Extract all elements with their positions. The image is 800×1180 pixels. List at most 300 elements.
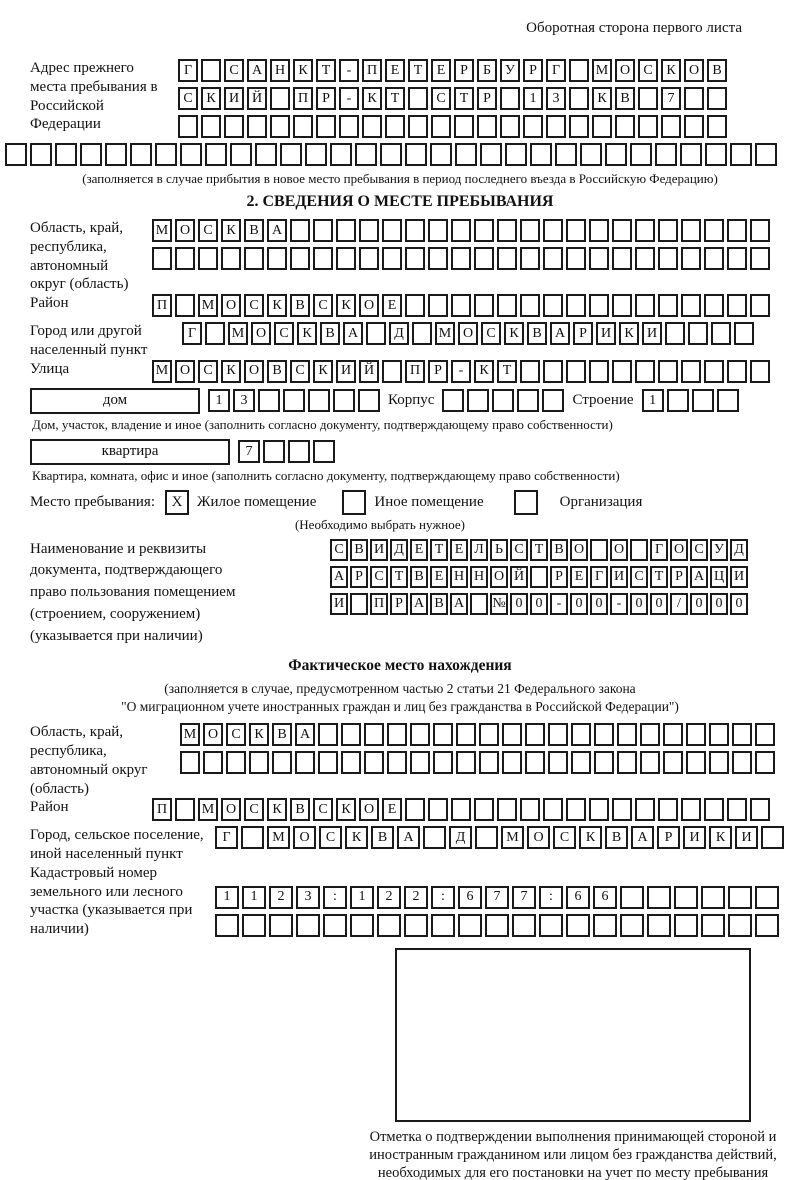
char-cell: В — [350, 539, 368, 561]
char-cell: С — [510, 539, 528, 561]
char-cell — [612, 798, 632, 821]
char-cell: 7 — [661, 87, 681, 110]
char-cell: А — [267, 219, 287, 242]
stay-place-row — [30, 490, 800, 515]
actual-city-block — [30, 826, 800, 864]
char-cell — [451, 247, 471, 270]
char-cell — [635, 294, 655, 317]
char-cell — [589, 294, 609, 317]
char-cell — [566, 294, 586, 317]
stroenie-label: Строение — [572, 392, 634, 408]
char-cell — [750, 294, 770, 317]
section2-title: 2. СВЕДЕНИЯ О МЕСТЕ ПРЕБЫВАНИЯ — [246, 193, 554, 210]
char-cell: У — [710, 539, 728, 561]
char-cell: Е — [385, 59, 405, 82]
char-cell: - — [610, 593, 628, 615]
char-cell — [663, 751, 683, 774]
char-cell — [525, 723, 545, 746]
char-cell — [640, 751, 660, 774]
house-type-box: дом — [30, 388, 200, 414]
char-cell: Н — [270, 59, 290, 82]
document-block — [30, 539, 800, 648]
char-cell: Р — [523, 59, 543, 82]
char-cell — [571, 723, 591, 746]
prev-address-line3-grid — [178, 115, 727, 138]
char-cell — [152, 247, 172, 270]
char-cell — [543, 360, 563, 383]
char-cell — [341, 751, 361, 774]
char-cell: О — [490, 566, 508, 588]
char-cell: И — [730, 566, 748, 588]
char-cell — [336, 247, 356, 270]
char-cell — [530, 143, 552, 166]
char-cell — [761, 826, 784, 849]
char-cell: О — [610, 539, 628, 561]
char-cell: Р — [477, 87, 497, 110]
prev-address-label: Адрес прежнего места пребывания в Российской Федерации — [30, 60, 158, 133]
char-cell — [80, 143, 102, 166]
char-cell: А — [330, 566, 348, 588]
char-cell — [358, 389, 380, 412]
char-cell: - — [451, 360, 471, 383]
char-cell — [530, 566, 548, 588]
house-row — [30, 388, 800, 414]
house-number-grid — [208, 389, 380, 412]
char-cell: О — [203, 723, 223, 746]
actual-region-grid-1 — [180, 723, 775, 746]
char-cell — [635, 219, 655, 242]
char-cell — [704, 219, 724, 242]
char-cell — [701, 886, 725, 909]
char-cell — [750, 798, 770, 821]
char-cell — [709, 723, 729, 746]
actual-district-grid — [152, 798, 770, 821]
char-cell: К — [592, 87, 612, 110]
char-cell — [283, 389, 305, 412]
char-cell: 0 — [510, 593, 528, 615]
char-cell: 0 — [530, 593, 548, 615]
char-cell: К — [504, 322, 524, 345]
char-cell: А — [550, 322, 570, 345]
char-cell — [505, 143, 527, 166]
char-cell — [242, 914, 266, 937]
korpus-grid — [442, 389, 564, 412]
char-cell: О — [175, 219, 195, 242]
char-cell — [362, 115, 382, 138]
char-cell: П — [293, 87, 313, 110]
char-cell: Р — [573, 322, 593, 345]
char-cell: В — [550, 539, 568, 561]
checkbox-other-premises — [342, 490, 366, 515]
char-cell — [707, 115, 727, 138]
char-cell — [684, 115, 704, 138]
char-cell: 1 — [642, 389, 664, 412]
char-cell: В — [615, 87, 635, 110]
char-cell: Г — [182, 322, 202, 345]
char-cell: Й — [247, 87, 267, 110]
char-cell: 1 — [208, 389, 230, 412]
char-cell — [612, 247, 632, 270]
char-cell — [520, 294, 540, 317]
char-cell — [479, 723, 499, 746]
char-cell — [205, 322, 225, 345]
char-cell — [313, 440, 335, 463]
char-cell — [497, 294, 517, 317]
korpus-label: Корпус — [388, 392, 435, 408]
char-cell — [592, 115, 612, 138]
char-cell — [313, 219, 333, 242]
char-cell — [681, 360, 701, 383]
char-cell: К — [221, 219, 241, 242]
char-cell — [755, 143, 777, 166]
document-grid-2 — [330, 566, 748, 588]
char-cell — [635, 360, 655, 383]
char-cell — [661, 115, 681, 138]
char-cell — [359, 247, 379, 270]
char-cell — [635, 798, 655, 821]
char-cell — [590, 539, 608, 561]
char-cell — [270, 115, 290, 138]
char-cell: С — [178, 87, 198, 110]
char-cell: К — [221, 360, 241, 383]
char-cell — [405, 798, 425, 821]
actual-location-subtitle2: "О миграционном учете иностранных граждан и лиц без гражданства в Российской Федерации") — [121, 699, 679, 715]
char-cell: С — [638, 59, 658, 82]
char-cell — [431, 914, 455, 937]
checkbox-residential: X — [165, 490, 189, 515]
char-cell — [681, 798, 701, 821]
char-cell — [433, 723, 453, 746]
char-cell — [566, 798, 586, 821]
char-cell — [404, 914, 428, 937]
char-cell: П — [152, 294, 172, 317]
street-block — [30, 360, 800, 388]
char-cell — [727, 798, 747, 821]
char-cell: О — [527, 826, 550, 849]
char-cell — [336, 219, 356, 242]
char-cell: 1 — [215, 886, 239, 909]
char-cell: В — [267, 360, 287, 383]
char-cell: Н — [450, 566, 468, 588]
char-cell — [366, 322, 386, 345]
char-cell: К — [267, 294, 287, 317]
char-cell: 6 — [458, 886, 482, 909]
char-cell — [412, 322, 432, 345]
char-cell — [30, 143, 52, 166]
char-cell: - — [550, 593, 568, 615]
char-cell — [684, 87, 704, 110]
char-cell: А — [247, 59, 267, 82]
char-cell: 3 — [296, 886, 320, 909]
char-cell: Р — [316, 87, 336, 110]
char-cell — [364, 751, 384, 774]
char-cell — [497, 247, 517, 270]
document-grid-1 — [330, 539, 748, 561]
char-cell — [479, 751, 499, 774]
char-cell: М — [501, 826, 524, 849]
char-cell — [500, 115, 520, 138]
char-cell: К — [474, 360, 494, 383]
char-cell — [539, 914, 563, 937]
prev-address-block — [30, 59, 800, 143]
char-cell — [630, 539, 648, 561]
char-cell — [569, 87, 589, 110]
char-cell: 0 — [730, 593, 748, 615]
char-cell — [593, 914, 617, 937]
char-cell — [359, 219, 379, 242]
char-cell — [474, 219, 494, 242]
char-cell: Г — [546, 59, 566, 82]
char-cell: А — [690, 566, 708, 588]
char-cell: К — [267, 798, 287, 821]
char-cell: 2 — [377, 886, 401, 909]
char-cell: И — [735, 826, 758, 849]
char-cell — [130, 143, 152, 166]
char-cell — [355, 143, 377, 166]
char-cell: К — [579, 826, 602, 849]
stamp-area — [30, 948, 800, 1180]
char-cell — [630, 143, 652, 166]
char-cell: К — [336, 798, 356, 821]
region-block — [30, 219, 800, 294]
char-cell: С — [290, 360, 310, 383]
char-cell — [589, 219, 609, 242]
char-cell: Д — [390, 539, 408, 561]
char-cell — [350, 593, 368, 615]
char-cell — [612, 219, 632, 242]
char-cell: С — [313, 294, 333, 317]
house-note: Дом, участок, владение и иное (заполнить согласно документу, подтверждающему право собственности) — [32, 416, 613, 432]
char-cell: К — [345, 826, 368, 849]
char-cell: - — [339, 87, 359, 110]
char-cell: Ь — [490, 539, 508, 561]
option-organization-label: Организация — [559, 493, 643, 510]
char-cell: И — [683, 826, 706, 849]
char-cell — [569, 59, 589, 82]
char-cell — [605, 143, 627, 166]
option-residential-label: Жилое помещение — [197, 493, 317, 510]
char-cell — [198, 247, 218, 270]
street-grid — [152, 360, 770, 383]
char-cell — [728, 914, 752, 937]
char-cell — [665, 322, 685, 345]
char-cell — [385, 115, 405, 138]
char-cell: 2 — [404, 886, 428, 909]
char-cell — [520, 360, 540, 383]
char-cell — [339, 115, 359, 138]
char-cell — [474, 247, 494, 270]
char-cell: Т — [408, 59, 428, 82]
stay-place-note: (Необходимо выбрать нужное) — [294, 516, 466, 532]
char-cell: М — [267, 826, 290, 849]
char-cell: Е — [382, 798, 402, 821]
char-cell: В — [707, 59, 727, 82]
region-grid-2 — [152, 247, 770, 270]
char-cell — [430, 143, 452, 166]
char-cell: 2 — [269, 886, 293, 909]
char-cell: В — [605, 826, 628, 849]
char-cell: О — [221, 798, 241, 821]
char-cell — [180, 751, 200, 774]
char-cell — [313, 247, 333, 270]
char-cell — [456, 723, 476, 746]
char-cell: Н — [470, 566, 488, 588]
char-cell — [293, 115, 313, 138]
char-cell — [305, 143, 327, 166]
char-cell — [543, 294, 563, 317]
char-cell — [680, 143, 702, 166]
char-cell — [423, 826, 446, 849]
char-cell: М — [180, 723, 200, 746]
char-cell — [711, 322, 731, 345]
char-cell — [755, 751, 775, 774]
char-cell: С — [553, 826, 576, 849]
char-cell — [226, 751, 246, 774]
char-cell — [555, 143, 577, 166]
char-cell — [620, 914, 644, 937]
char-cell — [428, 247, 448, 270]
char-cell — [316, 115, 336, 138]
char-cell: С — [330, 539, 348, 561]
char-cell: С — [481, 322, 501, 345]
char-cell: Р — [350, 566, 368, 588]
char-cell: В — [290, 294, 310, 317]
char-cell: 6 — [566, 886, 590, 909]
prev-address-line1-grid — [178, 59, 727, 82]
char-cell — [681, 247, 701, 270]
char-cell: Е — [430, 566, 448, 588]
char-cell: Г — [650, 539, 668, 561]
cadastre-grid-1 — [215, 886, 779, 909]
district-grid — [152, 294, 770, 317]
char-cell: Д — [449, 826, 472, 849]
char-cell — [647, 886, 671, 909]
char-cell — [589, 247, 609, 270]
option-other-premises-label: Иное помещение — [374, 493, 484, 510]
char-cell: О — [175, 360, 195, 383]
char-cell — [755, 886, 779, 909]
char-cell: О — [684, 59, 704, 82]
char-cell — [543, 219, 563, 242]
char-cell — [267, 247, 287, 270]
char-cell — [658, 294, 678, 317]
char-cell — [270, 87, 290, 110]
char-cell: К — [313, 360, 333, 383]
char-cell: 3 — [546, 87, 566, 110]
char-cell: О — [251, 322, 271, 345]
char-cell: : — [539, 886, 563, 909]
char-cell — [55, 143, 77, 166]
char-cell: О — [670, 539, 688, 561]
city-grid — [182, 322, 754, 345]
char-cell — [692, 389, 714, 412]
char-cell — [727, 294, 747, 317]
char-cell: Й — [510, 566, 528, 588]
char-cell: С — [630, 566, 648, 588]
char-cell — [755, 914, 779, 937]
stamp-note: Отметка о подтверждении выполнения принимающей стороной и иностранным гражданином или лицом без гражданства действий, необходимых для его постановки на учет по месту пребывания — [369, 1128, 777, 1180]
char-cell — [175, 798, 195, 821]
char-cell: - — [339, 59, 359, 82]
char-cell: М — [152, 219, 172, 242]
char-cell: Е — [431, 59, 451, 82]
char-cell: И — [336, 360, 356, 383]
apartment-number-grid — [238, 440, 335, 463]
char-cell: А — [343, 322, 363, 345]
char-cell — [589, 360, 609, 383]
char-cell — [638, 87, 658, 110]
char-cell: С — [370, 566, 388, 588]
char-cell — [269, 914, 293, 937]
char-cell — [454, 115, 474, 138]
char-cell — [674, 886, 698, 909]
char-cell — [428, 798, 448, 821]
char-cell — [178, 115, 198, 138]
char-cell: А — [397, 826, 420, 849]
char-cell: О — [359, 294, 379, 317]
char-cell — [517, 389, 539, 412]
char-cell — [318, 751, 338, 774]
actual-city-label: Город, сельское поселение, иной населенный пункт — [30, 827, 204, 862]
char-cell — [730, 143, 752, 166]
char-cell: 0 — [630, 593, 648, 615]
char-cell — [433, 751, 453, 774]
char-cell: Т — [530, 539, 548, 561]
char-cell: О — [458, 322, 478, 345]
char-cell — [502, 751, 522, 774]
actual-location-title: Фактическое место нахождения — [288, 657, 512, 675]
char-cell: В — [371, 826, 394, 849]
char-cell: С — [319, 826, 342, 849]
char-cell: С — [244, 294, 264, 317]
char-cell: : — [431, 886, 455, 909]
prev-address-line2-grid — [178, 87, 727, 110]
char-cell — [704, 294, 724, 317]
city-block — [30, 322, 800, 360]
char-cell — [655, 143, 677, 166]
char-cell: С — [226, 723, 246, 746]
char-cell — [543, 247, 563, 270]
char-cell: Е — [450, 539, 468, 561]
cadastre-label: Кадастровый номер земельного или лесного участка (указывается при наличии) — [30, 864, 193, 937]
char-cell: В — [272, 723, 292, 746]
char-cell: А — [410, 593, 428, 615]
char-cell — [704, 798, 724, 821]
char-cell: Т — [430, 539, 448, 561]
char-cell — [382, 219, 402, 242]
char-cell: 3 — [233, 389, 255, 412]
char-cell: 1 — [350, 886, 374, 909]
char-cell: П — [405, 360, 425, 383]
char-cell: О — [570, 539, 588, 561]
char-cell: М — [228, 322, 248, 345]
apartment-row — [30, 439, 800, 465]
char-cell: 1 — [242, 886, 266, 909]
char-cell: И — [642, 322, 662, 345]
char-cell: Б — [477, 59, 497, 82]
apartment-note: Квартира, комната, офис и иное (заполнить согласно документу, подтверждающему право собственности) — [32, 467, 620, 483]
stay-place-label: Место пребывания: — [30, 493, 155, 510]
char-cell — [258, 389, 280, 412]
char-cell: С — [244, 798, 264, 821]
char-cell — [525, 751, 545, 774]
char-cell — [728, 886, 752, 909]
char-cell — [755, 723, 775, 746]
char-cell — [215, 914, 239, 937]
char-cell — [707, 87, 727, 110]
char-cell — [431, 115, 451, 138]
char-cell: А — [450, 593, 468, 615]
